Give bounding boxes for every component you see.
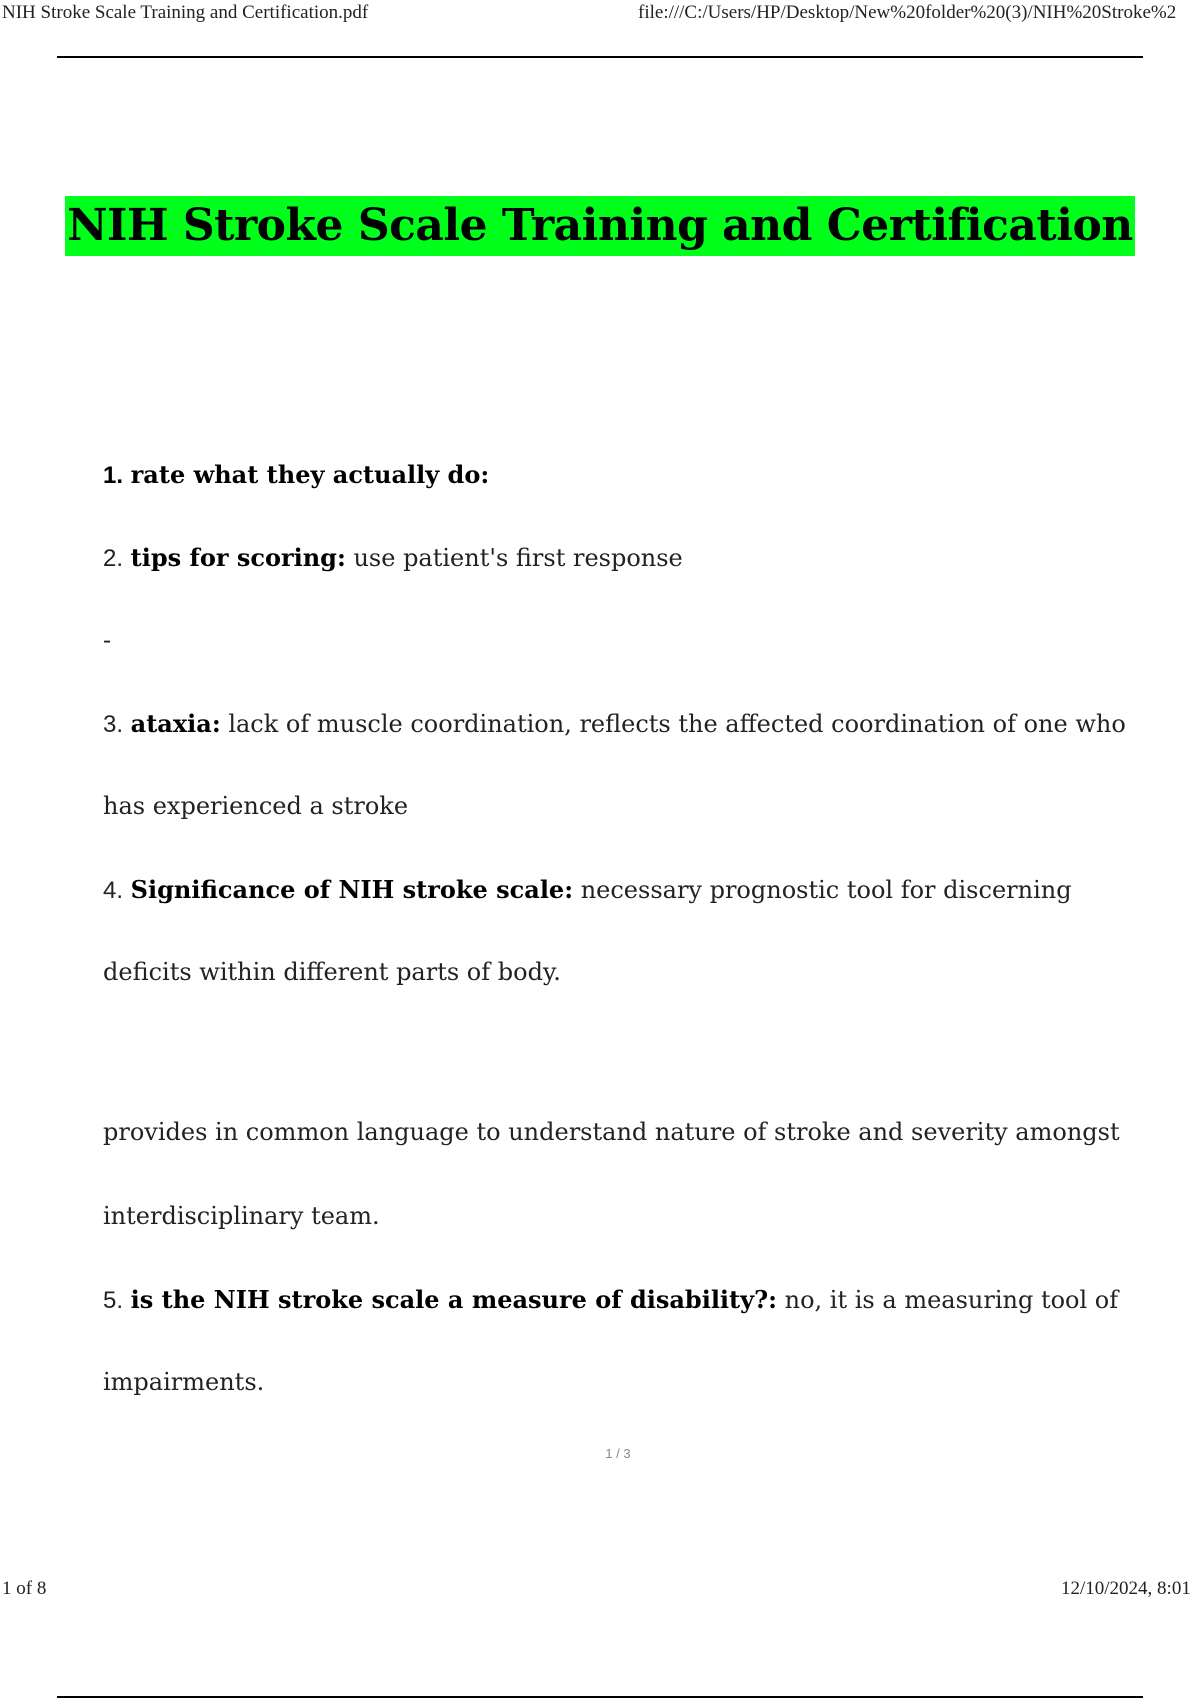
top-divider <box>57 56 1143 58</box>
item-4-paragraph-2-continuation: interdisciplinary team. <box>103 1202 380 1230</box>
document-title: NIH Stroke Scale Training and Certification <box>65 196 1135 256</box>
print-footer-page: 1 of 8 <box>2 1578 47 1599</box>
print-header-path: file:///C:/Users/HP/Desktop/New%20folder%20(3)/NIH%20Stroke%2 <box>638 2 1177 23</box>
item-4 <box>103 875 1072 905</box>
item-number: 4. <box>103 877 124 904</box>
item-term: Significance of NIH stroke scale: <box>130 875 574 904</box>
item-definition: no, it is a measuring tool of <box>777 1286 1119 1314</box>
item-definition: lack of muscle coordination, reflects the affected coordination of one who <box>220 710 1126 738</box>
item-term: tips for scoring: <box>130 543 346 572</box>
item-term: rate what they actually do: <box>130 460 490 489</box>
item-definition: use patient's first response <box>345 544 683 572</box>
print-header-title: NIH Stroke Scale Training and Certification.pdf <box>2 2 369 23</box>
item-4-paragraph-2: provides in common language to understand nature of stroke and severity amongst <box>103 1118 1120 1146</box>
page-indicator: 1 / 3 <box>605 1446 631 1461</box>
item-term: is the NIH stroke scale a measure of disability?: <box>130 1285 778 1314</box>
print-footer-datetime: 12/10/2024, 8:01 <box>1061 1578 1191 1599</box>
item-number: 5. <box>103 1287 124 1314</box>
item-2 <box>103 543 683 573</box>
item-5 <box>103 1285 1118 1315</box>
item-4-continuation: deficits within different parts of body. <box>103 958 561 986</box>
dash-line: - <box>103 626 112 654</box>
bottom-divider <box>57 1696 1143 1698</box>
item-1 <box>103 460 489 490</box>
item-definition: necessary prognostic tool for discerning <box>573 876 1072 904</box>
item-number: 1. <box>103 462 124 489</box>
item-5-continuation: impairments. <box>103 1368 265 1396</box>
item-number: 3. <box>103 711 124 738</box>
title-container <box>0 196 1200 256</box>
item-3-continuation: has experienced a stroke <box>103 792 409 820</box>
item-term: ataxia: <box>130 709 221 738</box>
item-3 <box>103 709 1126 739</box>
item-number: 2. <box>103 545 124 572</box>
